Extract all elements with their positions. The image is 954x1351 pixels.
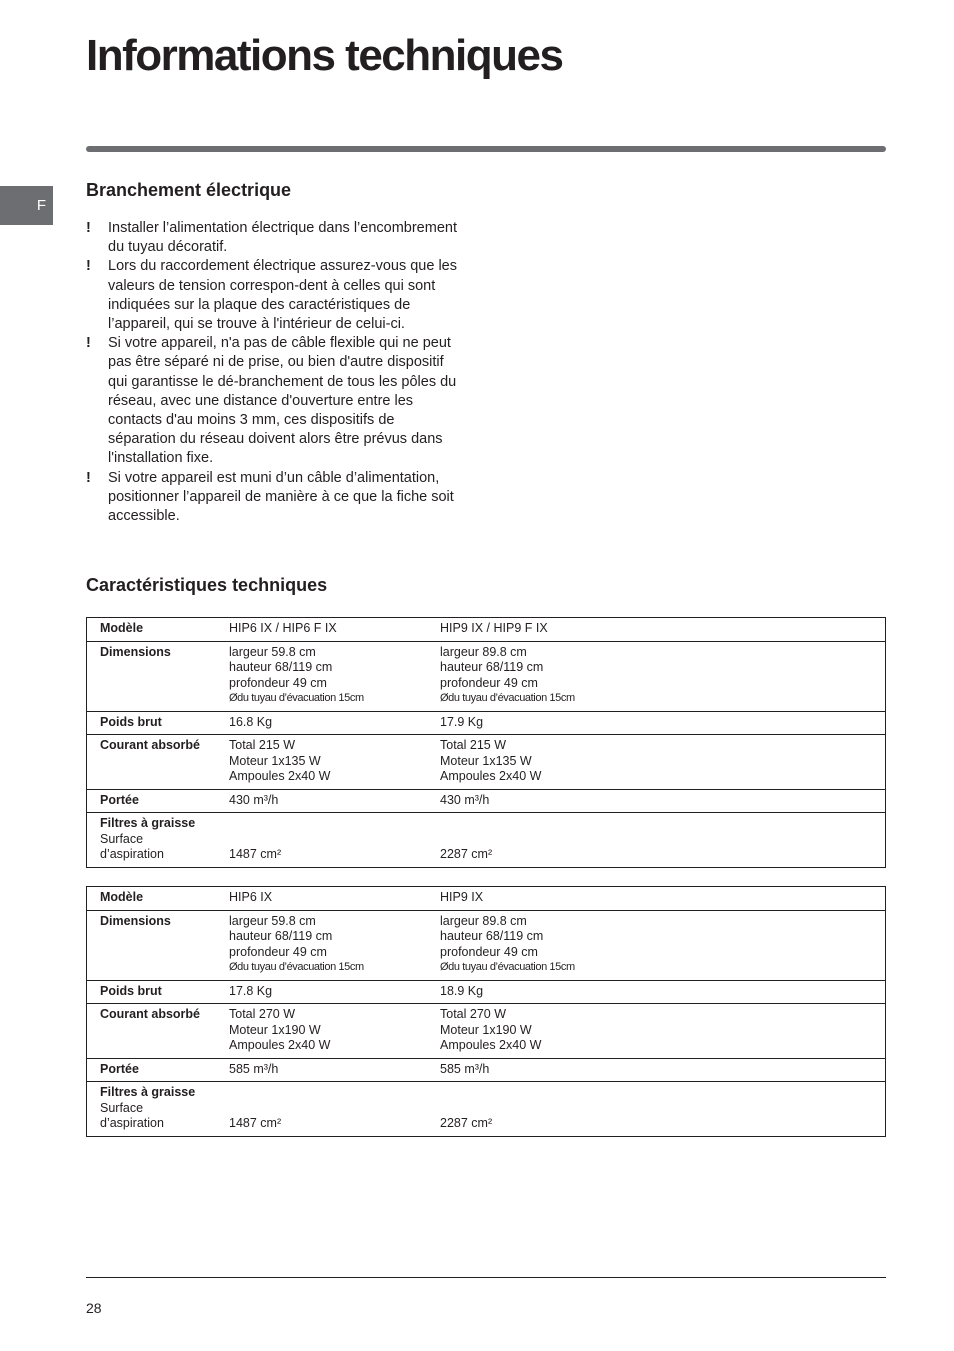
cell-model: HIP9 IX / HIP9 F IX (440, 621, 548, 635)
cell-dimensions (440, 641, 886, 711)
cell-weight: 16.8 Kg (229, 711, 440, 735)
dim-pipe: Ødu tuyau d’évacuation 15cm (229, 961, 364, 973)
power-motor: Moteur 1x190 W (229, 1022, 321, 1037)
cell-dimensions (229, 910, 440, 980)
page-title: Informations techniques (86, 31, 563, 80)
table-row (87, 1058, 886, 1082)
dim-height: hauteur 68/119 cm (229, 929, 333, 943)
page-number: 28 (86, 1300, 102, 1316)
row-label-filters (87, 1082, 230, 1137)
table-row (87, 641, 886, 711)
cell-flow: 430 m³/h (440, 789, 886, 813)
cell-model: HIP6 IX (229, 890, 273, 904)
table-row (87, 813, 886, 868)
row-label-weight: Poids brut (87, 711, 230, 735)
list-item (86, 469, 466, 527)
power-lamps: Ampoules 2x40 W (229, 1038, 331, 1052)
dim-height: hauteur 68/119 cm (440, 929, 544, 943)
header-divider (86, 146, 886, 152)
row-label-filters (87, 813, 230, 868)
cell-model: HIP6 IX / HIP6 F IX (229, 621, 337, 635)
warning-mark: ! (86, 258, 91, 275)
list-item (86, 219, 466, 257)
cell-model: HIP9 IX (440, 890, 484, 904)
list-item-text: Si votre appareil, n'a pas de câble flexible qui ne peut pas être séparé ni de prise, ou bien d'autre dispositif qui garantisse le dé-branchement de tous les pôles du réseau, avec une distance d'ouverture entre les contacts d'au moins 3 mm, ces dispositifs de séparation du réseau doivent alors être prévus dans l'installation fixe. (108, 335, 457, 467)
cell-power (229, 735, 440, 790)
table-row (87, 980, 886, 1004)
cell-weight: 17.8 Kg (229, 980, 440, 1004)
list-item (86, 257, 466, 334)
power-motor: Moteur 1x135 W (440, 753, 532, 768)
table-row (87, 711, 886, 735)
warning-mark: ! (86, 220, 91, 236)
power-motor: Moteur 1x190 W (440, 1022, 532, 1037)
table-row (87, 618, 886, 642)
table-row (87, 1004, 886, 1059)
filters-sub-label: d’aspiration (100, 847, 164, 861)
dim-depth: profondeur 49 cm (229, 675, 327, 690)
power-total: Total 215 W (229, 738, 296, 752)
dim-width: largeur 59.8 cm (229, 644, 316, 659)
dim-height: hauteur 68/119 cm (440, 660, 544, 674)
filters-sub-label: Surface (100, 1100, 144, 1115)
power-total: Total 270 W (229, 1007, 296, 1021)
power-lamps: Ampoules 2x40 W (440, 1038, 542, 1052)
row-label-flow: Portée (87, 789, 230, 813)
specs-heading: Caractéristiques techniques (86, 575, 328, 595)
row-label-dimensions: Dimensions (87, 910, 230, 980)
list-item-text: Installer l’alimentation électrique dans l’encombrement du tuyau décoratif. (108, 220, 457, 256)
cell-filter-area: 2287 cm² (440, 813, 886, 868)
power-total: Total 270 W (440, 1007, 507, 1021)
power-total: Total 215 W (440, 738, 507, 752)
power-motor: Moteur 1x135 W (229, 753, 321, 768)
list-item-text: Lors du raccordement électrique assurez-vous que les valeurs de tension correspon-dent à celles qui sont indiquées sur la plaque des caractéristiques de l’appareil, qui se trouve à l'intérieur de celui-ci. (108, 258, 457, 333)
list-item-text: Si votre appareil est muni d’un câble d’alimentation, positionner l’appareil de manière à ce que la fiche soit accessible. (108, 469, 454, 525)
dim-depth: profondeur 49 cm (229, 944, 327, 959)
row-label-model: Modèle (100, 890, 144, 904)
dim-width: largeur 59.8 cm (229, 913, 316, 928)
cell-power (229, 1004, 440, 1059)
dim-depth: profondeur 49 cm (440, 675, 538, 690)
filters-label: Filtres à graisse (100, 816, 196, 830)
spec-table-1 (86, 617, 886, 868)
dim-height: hauteur 68/119 cm (229, 660, 333, 674)
dim-width: largeur 89.8 cm (440, 644, 527, 659)
table-row (87, 735, 886, 790)
cell-filter-area: 1487 cm² (229, 813, 440, 868)
row-label-flow: Portée (87, 1058, 230, 1082)
row-label-power: Courant absorbé (87, 735, 230, 790)
cell-weight: 17.9 Kg (440, 711, 886, 735)
row-label-model: Modèle (100, 621, 144, 635)
dim-width: largeur 89.8 cm (440, 913, 527, 928)
cell-flow: 585 m³/h (440, 1058, 886, 1082)
warning-mark: ! (86, 469, 91, 486)
filters-label: Filtres à graisse (100, 1085, 196, 1099)
dim-pipe: Ødu tuyau d’évacuation 15cm (229, 692, 364, 704)
cell-filter-area: 1487 cm² (229, 1082, 440, 1137)
language-tab (0, 186, 53, 225)
power-lamps: Ampoules 2x40 W (440, 769, 542, 783)
warning-mark: ! (86, 335, 91, 352)
dim-pipe: Ødu tuyau d’évacuation 15cm (440, 692, 575, 704)
cell-flow: 430 m³/h (229, 789, 440, 813)
cell-filter-area: 2287 cm² (440, 1082, 886, 1137)
cell-power (440, 1004, 886, 1059)
table-row (87, 789, 886, 813)
electrical-heading: Branchement électrique (86, 180, 292, 200)
spec-table-2 (86, 886, 886, 1137)
row-label-power: Courant absorbé (87, 1004, 230, 1059)
cell-power (440, 735, 886, 790)
cell-dimensions (229, 641, 440, 711)
table-row (87, 910, 886, 980)
cell-flow: 585 m³/h (229, 1058, 440, 1082)
dim-depth: profondeur 49 cm (440, 944, 538, 959)
language-tab-label: F (36, 197, 46, 214)
cell-weight: 18.9 Kg (440, 980, 886, 1004)
power-lamps: Ampoules 2x40 W (229, 769, 331, 783)
cell-dimensions (440, 910, 886, 980)
electrical-list (86, 219, 466, 526)
dim-pipe: Ødu tuyau d’évacuation 15cm (440, 961, 575, 973)
filters-sub-label: d’aspiration (100, 1116, 164, 1130)
list-item (86, 334, 466, 468)
table-row (87, 887, 886, 911)
row-label-weight: Poids brut (87, 980, 230, 1004)
footer-divider (86, 1277, 886, 1278)
filters-sub-label: Surface (100, 831, 144, 846)
table-row (87, 1082, 886, 1137)
row-label-dimensions: Dimensions (87, 641, 230, 711)
